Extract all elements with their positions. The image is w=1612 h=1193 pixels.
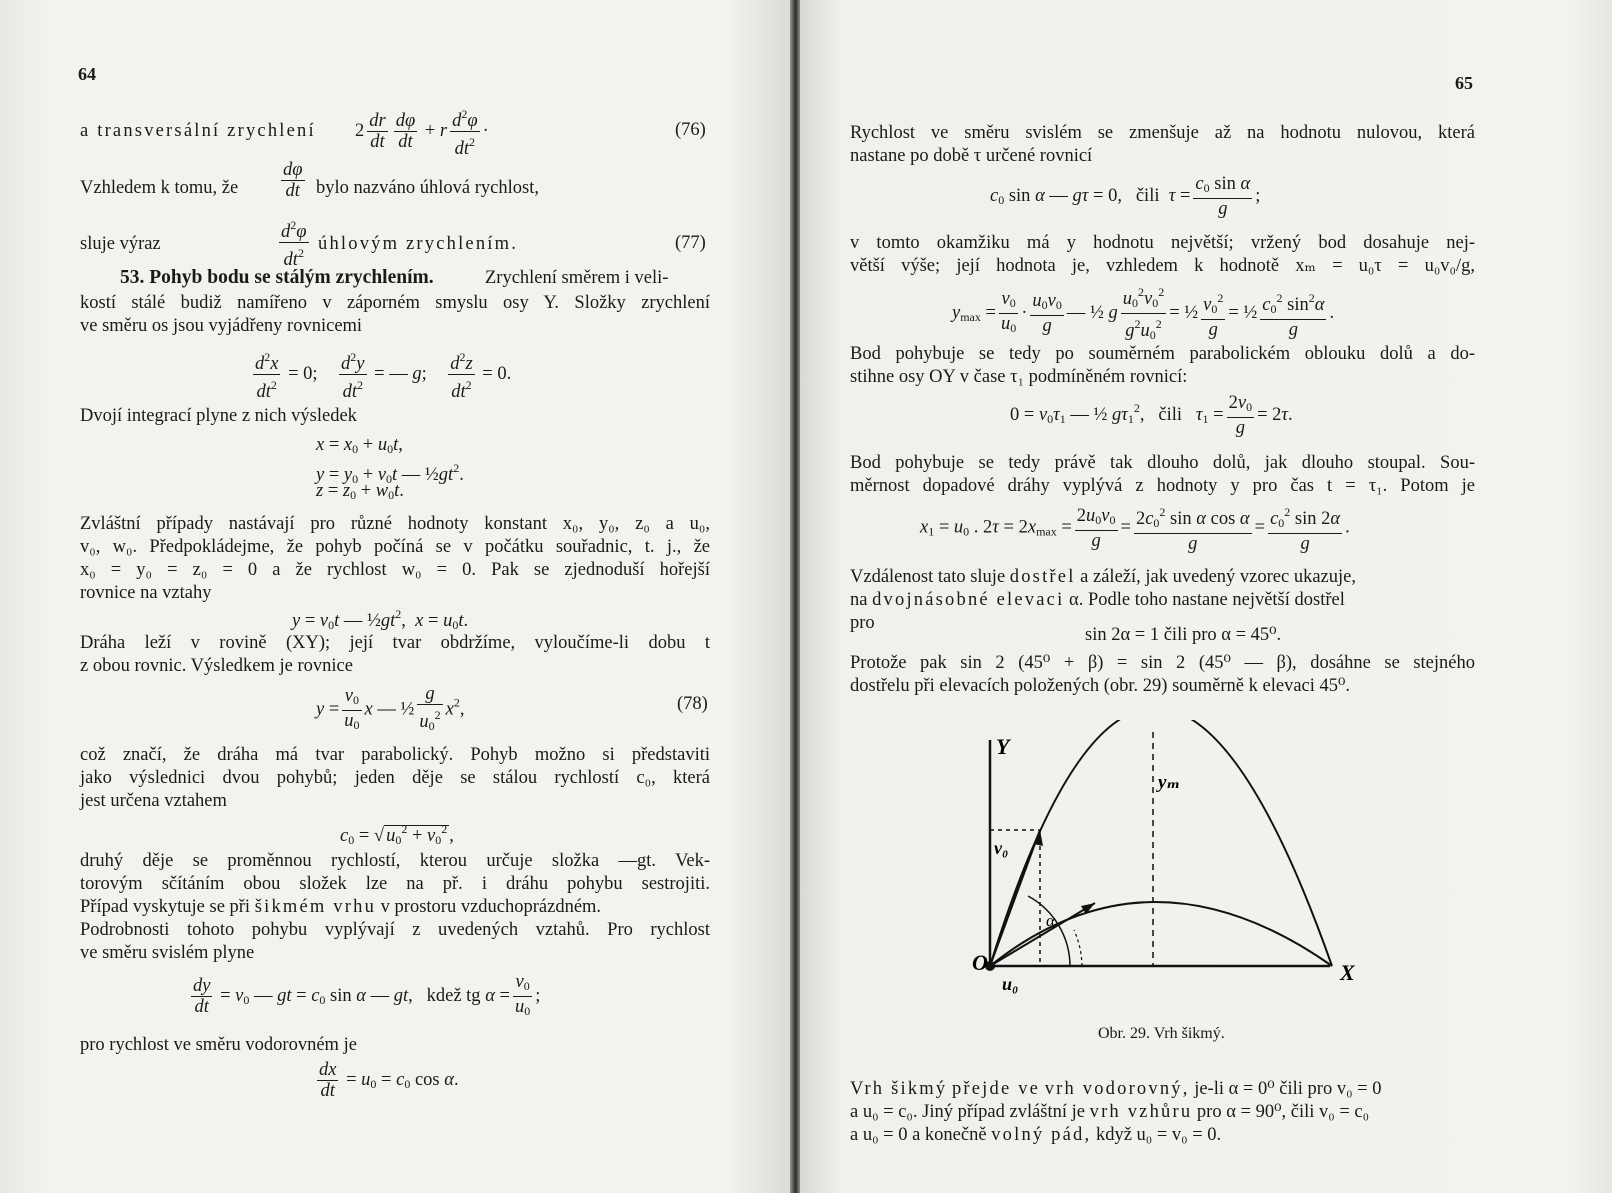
label-u0: u₀ <box>1002 974 1019 994</box>
formula-d2phi: $\frac{d^2\varphi}{dt^2}$ <box>276 215 312 270</box>
text-vzhledem-a: Vzhledem k tomu, že <box>80 178 239 198</box>
text-r9a: Vzdálenost tato sluje <box>850 567 1006 587</box>
text-r10c: α. Podle toho nastane největší dostřel <box>1069 590 1345 610</box>
text-zvl-3: x₀ = y₀ = z₀ = 0 a že rychlost w₀ = 0. Pak se zjednoduší hořejší <box>80 560 710 580</box>
text-r15b: vrh vzhůru <box>1089 1102 1193 1122</box>
text-draha-2: z obou rovnic. Výsledkem je rovnice <box>80 656 353 676</box>
text-r16 <box>850 1124 1475 1146</box>
text-r14b: přejde ve <box>951 1079 1041 1099</box>
text-r10a: na <box>850 590 868 610</box>
text-sec-3: ve směru os jsou vyjádřeny rovnicemi <box>80 316 363 336</box>
label-x-axis: X <box>1340 960 1355 985</box>
text-druhy-3 <box>80 896 601 918</box>
text-druhy-2: torovým sčítáním obou složek lze na př. i dráhu pohybu sestrojiti. <box>80 874 710 894</box>
formula-dx-dt: $\frac{dx}{dt}$ = $u_0 = c_0$ cos α. <box>319 1060 459 1101</box>
page-number-left: 64 <box>78 64 96 84</box>
text-r9b: dostřel <box>1009 567 1076 587</box>
text-r11-equation: sin 2α = 1 čili pro α = 45⁰. <box>1085 625 1282 645</box>
text-r14a: Vrh šikmý <box>850 1079 948 1099</box>
label-v0: v₀ <box>994 838 1009 858</box>
text-r16b: volný pád, <box>991 1125 1092 1145</box>
text-r15 <box>850 1101 1475 1123</box>
section-heading-53: 53. Pohyb bodu se stálým zrychlením. <box>120 267 434 288</box>
formula-dphi-dt: $\frac{d\varphi}{dt}$ <box>283 160 303 201</box>
text-r5: Bod pohybuje se tedy po souměrném parabolickém oblouku dolů a do- <box>850 344 1475 364</box>
text-zvl-1: Zvláštní případy nastávají pro různé hodnoty konstant x₀, y₀, z₀ a u₀, <box>80 514 710 534</box>
text-r7: Bod pohybuje se tedy právě tak dlouho dolů, jak dlouho stoupal. Sou- <box>850 453 1475 473</box>
formula-y-integral: $y = y_0 + v_0t$ — $\frac{1}{2}gt^2$. <box>316 461 464 486</box>
formula-acceleration-components: $\frac{d^2x}{dt^2}$ = 0; $\frac{d^2y}{dt^2}$ = — g; $\frac{d^2z}{dt^2}$ = 0. <box>250 347 511 402</box>
book-gutter <box>790 0 800 1193</box>
text-r14c: vrh vodorovný, <box>1044 1079 1190 1099</box>
label-ym: yₘ <box>1158 772 1181 793</box>
equation-number-76: (76) <box>675 120 706 140</box>
text-druhy-3c: v prostoru vzduchoprázdném. <box>380 897 602 917</box>
label-alpha: α <box>1046 911 1055 930</box>
text-r9c: a záleží, jak uvedený vzorec ukazuje, <box>1080 567 1356 587</box>
label-y-axis: Y <box>996 734 1010 759</box>
label-origin: O <box>972 950 988 975</box>
text-r3: v tomto okamžiku má y hodnotu největší; vržený bod dosahuje nej- <box>850 233 1475 253</box>
text-transversal: a transversální zrychlení <box>80 121 316 141</box>
formula-transversal: 2 $\frac{dr}{dt}$ $\frac{d\varphi}{dt}$ + r $\frac{d^2\varphi}{dt^2}$ · <box>355 104 489 159</box>
page-number-right: 65 <box>1455 73 1473 93</box>
trajectory-low <box>990 902 1332 966</box>
text-vodor: pro rychlost ve směru vodorovném je <box>80 1035 357 1055</box>
formula-dy-dt: $\frac{dy}{dt}$ = $v_0$ — gt = $c_0$ sin α — gt, kdež tg α = $\frac{v_0}{u_0}$ ; <box>193 972 541 1018</box>
text-r13: dostřelu při elevacích položených (obr. 29) souměrně k elevaci 45⁰. <box>850 676 1351 696</box>
text-r6: stihne osy OY v čase τ₁ podmíněném rovnicí: <box>850 367 1188 387</box>
text-sec-1: Zrychlení směrem i veli- <box>485 268 669 288</box>
text-r15c: pro α = 90⁰, čili v₀ = c₀ <box>1196 1102 1370 1122</box>
formula-x1: $x_1 = u_0$ . $2\tau = 2x_{max}$ = $\frac{2u_0v_0}{g}$ = $\frac{2c_0^2 \sin \alpha \cos \alpha}{g}$ = $\frac{c_0^2 \sin 2\alpha}{g}$ . <box>920 502 1350 554</box>
text-r10 <box>850 589 1475 611</box>
text-r9 <box>850 566 1475 588</box>
text-cozn-3: jest určena vztahem <box>80 791 227 811</box>
equation-number-77: (77) <box>675 233 706 253</box>
text-r11: pro <box>850 613 875 633</box>
text-r14d: je-li α = 0⁰ čili pro v₀ = 0 <box>1194 1079 1382 1099</box>
text-r16c: když u₀ = v₀ = 0. <box>1095 1125 1222 1145</box>
figure-29-projectile-diagram <box>950 720 1390 1025</box>
text-draha-1: Dráha leží v rovině (XY); její tvar obdržíme, vyloučíme-li dobu t <box>80 633 710 653</box>
formula-tau: $c_0$ sin α — gτ = 0, čili τ = $\frac{c_0 \sin \alpha}{g}$ ; <box>990 174 1261 219</box>
text-druhy-5: ve směru svislém plyne <box>80 943 255 963</box>
formula-z-integral: $z = z_0 + w_0t$. <box>316 481 404 502</box>
figure-caption: Obr. 29. Vrh šikmý. <box>1098 1025 1225 1042</box>
text-r8: měrnost dopadové dráhy vyplývá z hodnoty y pro čas t = τ₁. Potom je <box>850 476 1475 496</box>
formula-parabola: y = $\frac{v_0}{u_0}$ x — ½ $\frac{g}{u_0^2}$ $x^2$, <box>316 684 465 733</box>
low-velocity-vector <box>990 903 1095 966</box>
text-cozn-2: jako výslednici dvou pohybů; jeden děje se stálou rychlostí c₀, která <box>80 768 710 788</box>
text-druhy-4: Podrobnosti tohoto pohybu vyplývají z uvedených vztahů. Pro rychlost <box>80 920 710 940</box>
text-r14 <box>850 1078 1475 1100</box>
formula-tau1: $0 = v_0\tau_1$ — ½ $g\tau_1^2$, čili $\tau_1$ = $\frac{2v_0}{g}$ = 2τ. <box>1010 393 1293 438</box>
text-uhlovym: úhlovým zrychlením. <box>318 234 519 254</box>
formula-x-integral: $x = x_0 + u_0t$, <box>316 435 403 456</box>
text-druhy-1: druhý děje se proměnnou rychlostí, kterou určuje složka —gt. Vek- <box>80 851 710 871</box>
equation-number-78: (78) <box>677 694 708 714</box>
text-druhy-3b: šikmém vrhu <box>254 897 377 917</box>
formula-c0: $c_0$ = √ $u_0^2 + v_0^2$ , <box>340 822 454 847</box>
text-druhy-3a: Případ vyskytuje se při <box>80 897 251 917</box>
text-sec-2: kostí stálé budiž namířeno v záporném smyslu osy Y. Složky zrychlení <box>80 293 710 313</box>
text-r2: nastane po době τ určené rovnicí <box>850 146 1093 166</box>
text-zvl-4: rovnice na vztahy <box>80 583 212 603</box>
text-r12: Protože pak sin 2 (45⁰ + β) = sin 2 (45⁰ — β), dosáhne se stejného <box>850 653 1475 673</box>
small-angle-arc <box>1074 930 1082 966</box>
formula-simplified: $y = v_0t$ — $\frac{1}{2}gt^2$, $x = u_0t$. <box>292 607 469 632</box>
text-r15a: a u₀ = c₀. Jiný případ zvláštní je <box>850 1102 1085 1122</box>
text-dvoji: Dvojí integrací plyne z nich výsledek <box>80 406 357 426</box>
text-r10b: dvojnásobné elevaci <box>872 590 1065 610</box>
text-zvl-2: v₀, w₀. Předpokládejme, že pohyb počíná se v počátku souřadnic, t. j., že <box>80 537 710 557</box>
text-r16a: a u₀ = 0 a konečně <box>850 1125 987 1145</box>
text-vzhledem-b: bylo nazváno úhlová rychlost, <box>316 178 539 198</box>
secondary-vector-line <box>990 860 1028 966</box>
formula-ymax: $y_{max}$ = $\frac{v_0}{u_0}$ · $\frac{u_0v_0}{g}$ — ½ g $\frac{u_0^2v_0^2}{g^2u_0^2}$ = ½ $\frac{v_0^2}{g}$ = ½ $\frac{c_0^2 \sin^2\alpha}{g}$ . <box>952 282 1334 345</box>
text-cozn-1: což značí, že dráha má tvar parabolický. Pohyb možno si představiti <box>80 745 710 765</box>
text-r1: Rychlost ve směru svislém se zmenšuje až na hodnotu nulovou, která <box>850 123 1475 143</box>
text-r4: větší výše; její hodnota je, vzhledem k hodnotě xₘ = u₀τ = u₀v₀/g, <box>850 256 1475 276</box>
text-sluje: sluje výraz <box>80 234 161 254</box>
